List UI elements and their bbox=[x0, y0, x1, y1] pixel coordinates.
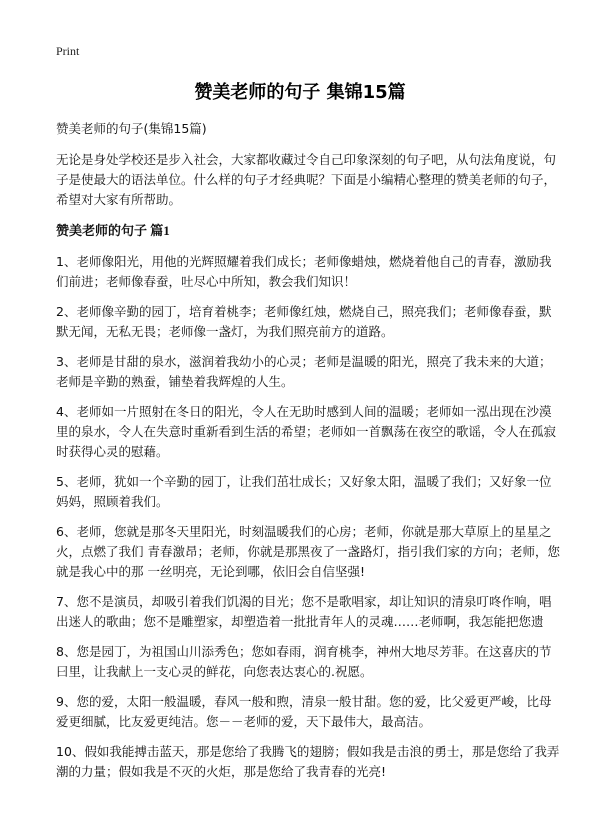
quote-paragraph-2: 2、老师像辛勤的园丁，培育着桃李；老师像红烛，燃烧自己，照亮我们；老师像春蚕，默默无闻，无私无畏；老师像一盏灯，为我们照亮前方的道路。 bbox=[56, 304, 552, 339]
quote-paragraph-3: 3、老师是甘甜的泉水，滋润着我幼小的心灵；老师是温暖的阳光，照亮了我未来的大道；老师是辛勤的熟蚕，铺垫着我辉煌的人生。 bbox=[56, 354, 552, 389]
quote-paragraph-4: 4、老师如一片照射在冬日的阳光，令人在无助时感到人间的温暖；老师如一泓出现在沙漠里的泉水，令人在失意时重新看到生活的希望；老师如一首飘荡在夜空的歌谣，令人在孤寂时获得心灵的慰藉。 bbox=[56, 404, 557, 459]
quote-paragraph-5: 5、老师，犹如一个辛勤的园丁，让我们茁壮成长；又好象太阳，温暖了我们；又好象一位妈妈，照顾着我们。 bbox=[56, 474, 552, 509]
intro-paragraph: 无论是身处学校还是步入社会，大家都收藏过令自己印象深刻的句子吧，从句法角度说，句子是使最大的语法单位。什么样的句子才经典呢？下面是小编精心整理的赞美老师的句子，希望对大家有所帮助。 bbox=[56, 152, 557, 207]
quote-paragraph-10: 10、假如我能搏击蓝天，那是您给了我腾飞的翅膀；假如我是击浪的勇士，那是您给了我弄潮的力量；假如我是不灭的火炬，那是您给了我青春的光亮! bbox=[56, 744, 560, 779]
print-link[interactable]: Print bbox=[56, 44, 80, 58]
document-subtitle: 赞美老师的句子(集锦15篇) bbox=[56, 121, 207, 136]
section-heading: 赞美老师的句子 篇1 bbox=[56, 223, 170, 238]
document-body bbox=[56, 120, 560, 792]
quote-paragraph-9: 9、您的爱，太阳一般温暖，春风一般和煦，清泉一般甘甜。您的爱，比父爱更严峻，比母爱更细腻，比友爱更纯洁。您－－老师的爱，天下最伟大，最高洁。 bbox=[56, 694, 552, 729]
quote-paragraph-8: 8、您是园丁，为祖国山川添秀色；您如春雨，润育桃李，神州大地尽芳菲。在这喜庆的节曰里，让我献上一支心灵的鲜花，向您表达衷心的.祝愿。 bbox=[56, 644, 552, 679]
quote-paragraph-7: 7、您不是演员，却吸引着我们饥渴的目光；您不是歌唱家，却让知识的清泉叮咚作响，唱出迷人的歌曲；您不是雕塑家，却塑造着一批批青年人的灵魂……老师啊，我怎能把您遗 bbox=[56, 594, 552, 629]
page-title: 赞美老师的句子 集锦15篇 bbox=[194, 82, 406, 103]
quote-paragraph-1: 1、老师像阳光，用他的光辉照耀着我们成长；老师像蜡烛，燃烧着他自己的青春，激励我们前进；老师像春蚕，吐尽心中所知，教会我们知识！ bbox=[56, 254, 552, 289]
quote-paragraph-6: 6、老师，您就是那冬天里阳光，时刻温暖我们的心房；老师，你就是那大草原上的星星之火，点燃了我们 青春激昂；老师，你就是那黑夜了一盏路灯，指引我们家的方向；老师，您就是我心中的那 一丝明亮，无论到哪，依旧会自信坚强! bbox=[56, 524, 560, 579]
